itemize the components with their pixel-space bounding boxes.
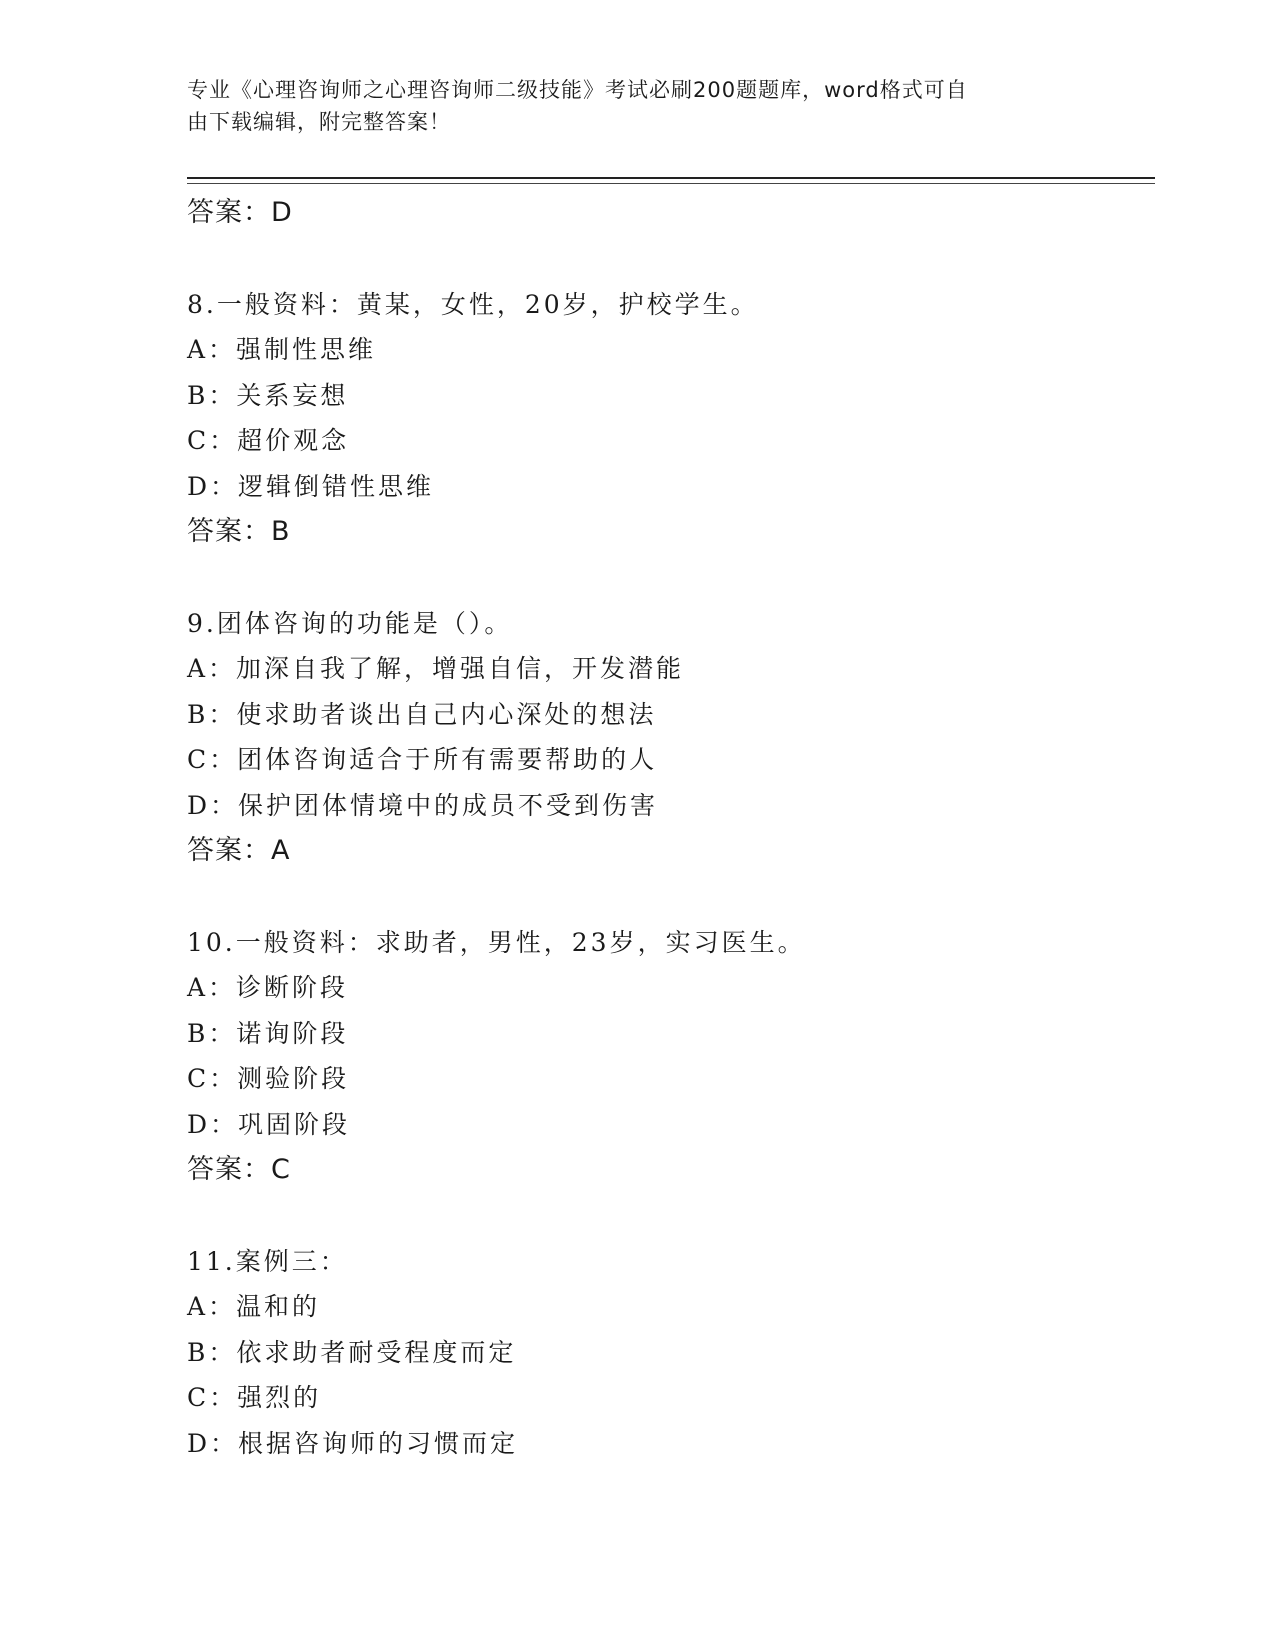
option-a: A：诊断阶段 — [187, 973, 349, 1002]
question-item — [187, 1239, 1147, 1467]
question-stem: 10.一般资料：求助者，男性，23岁，实习医生。 — [187, 927, 806, 957]
spacer — [187, 874, 1147, 920]
header-line-2: 由下载编辑，附完整答案！ — [187, 110, 451, 134]
question-stem: 9.团体咨询的功能是（）。 — [187, 608, 513, 638]
question-item — [187, 601, 1147, 874]
option-c: C：团体咨询适合于所有需要帮助的人 — [187, 745, 658, 774]
answer-line: 答案：C — [187, 1154, 291, 1185]
answer-line: 答案：D — [187, 197, 293, 228]
option-d: D：保护团体情境中的成员不受到伤害 — [187, 790, 659, 820]
option-d: D：逻辑倒错性思维 — [187, 471, 435, 501]
spacer — [187, 236, 1147, 282]
option-c: C：强烈的 — [187, 1383, 322, 1412]
option-b: B：关系妄想 — [187, 380, 349, 410]
option-c: C：超价观念 — [187, 426, 350, 455]
option-c: C：测验阶段 — [187, 1064, 350, 1093]
question-stem: 11.案例三： — [187, 1246, 348, 1276]
question-list — [187, 190, 1147, 1466]
header-divider-thin — [187, 183, 1155, 184]
option-b: B：使求助者谈出自己内心深处的想法 — [187, 699, 657, 729]
option-d: D：根据咨询师的习惯而定 — [187, 1428, 519, 1458]
spacer — [187, 1193, 1147, 1239]
option-b: B：诺询阶段 — [187, 1018, 349, 1048]
question-stem: 8.一般资料：黄某，女性，20岁，护校学生。 — [187, 289, 759, 319]
answer-line: 答案：B — [187, 516, 291, 547]
question-item — [187, 920, 1147, 1193]
spacer — [187, 555, 1147, 601]
option-a: A：温和的 — [187, 1292, 321, 1321]
document-header — [187, 74, 1067, 138]
option-a: A：加深自我了解，增强自信，开发潜能 — [187, 654, 685, 683]
option-b: B：依求助者耐受程度而定 — [187, 1337, 517, 1367]
option-a: A：强制性思维 — [187, 335, 377, 364]
answer-line: 答案：A — [187, 835, 291, 866]
question-item — [187, 282, 1147, 555]
option-d: D：巩固阶段 — [187, 1109, 351, 1139]
header-line-1: 专业《心理咨询师之心理咨询师二级技能》考试必刷200题题库，word格式可自 — [187, 78, 968, 102]
header-divider-thick — [187, 177, 1155, 179]
